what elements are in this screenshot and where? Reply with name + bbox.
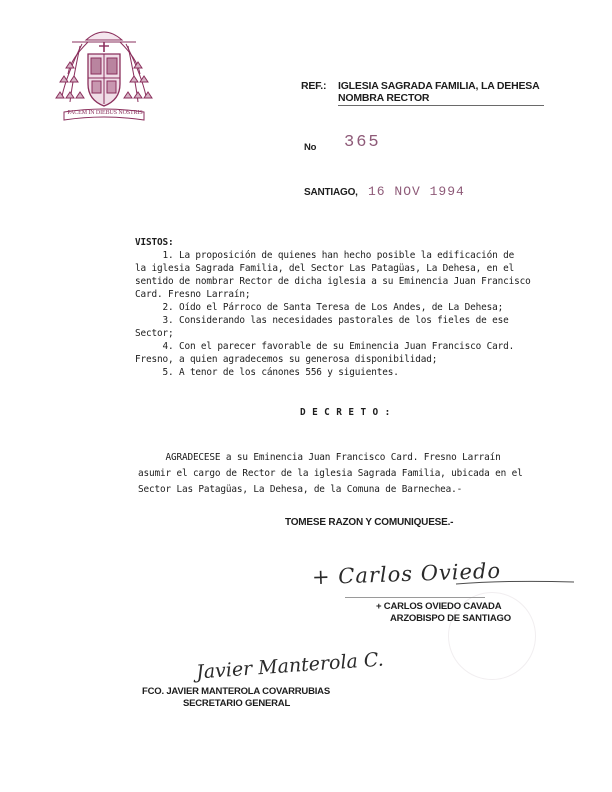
decreto-heading: D E C R E T O : (300, 407, 391, 418)
vistos-heading: VISTOS: (135, 237, 174, 248)
archbishop-coat-of-arms (52, 22, 156, 128)
vistos-line: sentido de nombrar Rector de dicha iglesia a su Eminencia Juan Francisco (135, 276, 531, 287)
vistos-line: 2. Oído el Párroco de Santa Teresa de Los Andes, de La Dehesa; (135, 302, 504, 313)
archbishop-signature: + Carlos Oviedo (311, 558, 502, 590)
vistos-line: 1. La proposición de quienes han hecho posible la edificación de (135, 250, 515, 261)
archbishop-name: + CARLOS OVIEDO CAVADA (376, 601, 502, 612)
decreto-line: asumir el cargo de Rector de la iglesia Sagrada Familia, ubicada en el (138, 468, 523, 479)
reference-subject-line2: NOMBRA RECTOR (338, 92, 430, 104)
decreto-body (138, 450, 523, 498)
vistos-line: 5. A tenor de los cánones 556 y siguientes. (135, 367, 399, 378)
vistos-list (135, 249, 531, 379)
coat-of-arms-motto: PACEM IN DIEBUS NOSTRIS (67, 110, 143, 116)
vistos-line: Card. Fresno Larraín; (135, 289, 251, 300)
date-stamp: 16 NOV 1994 (368, 184, 465, 199)
vistos-line: la iglesia Sagrada Familia, del Sector Las Patagüas, La Dehesa, en el (135, 263, 515, 274)
signature-line (345, 597, 485, 598)
secretary-title: SECRETARIO GENERAL (183, 698, 291, 709)
secretary-name: FCO. JAVIER MANTEROLA COVARRUBIAS (142, 686, 330, 697)
reference-underline (338, 105, 544, 106)
vistos-line: 4. Con el parecer favorable de su Eminencia Juan Francisco Card. (135, 341, 515, 352)
reference-label: REF.: (301, 80, 327, 92)
vistos-line: 3. Considerando las necesidades pastorales de los fieles de ese (135, 315, 509, 326)
decree-number: 365 (344, 133, 381, 152)
date-city: SANTIAGO, (304, 187, 358, 198)
vistos-line: Fresno, a quien agradecemos su generosa disponibilidad; (135, 354, 438, 365)
archbishop-signature-stroke (306, 570, 576, 600)
reference-subject: IGLESIA SAGRADA FAMILIA, LA DEHESA (338, 80, 540, 92)
vistos-line: Sector; (135, 328, 174, 339)
decreto-line: Sector Las Patagüas, La Dehesa, de la Comuna de Barnechea.- (138, 484, 463, 495)
number-label: No (304, 142, 317, 153)
decreto-line: AGRADECESE a su Eminencia Juan Francisco Card. Fresno Larraín (138, 452, 501, 463)
archbishop-title: ARZOBISPO DE SANTIAGO (390, 613, 511, 624)
decreto-closing: TOMESE RAZON Y COMUNIQUESE.- (285, 517, 454, 528)
secretary-signature: Javier Manterola C. (195, 648, 385, 684)
